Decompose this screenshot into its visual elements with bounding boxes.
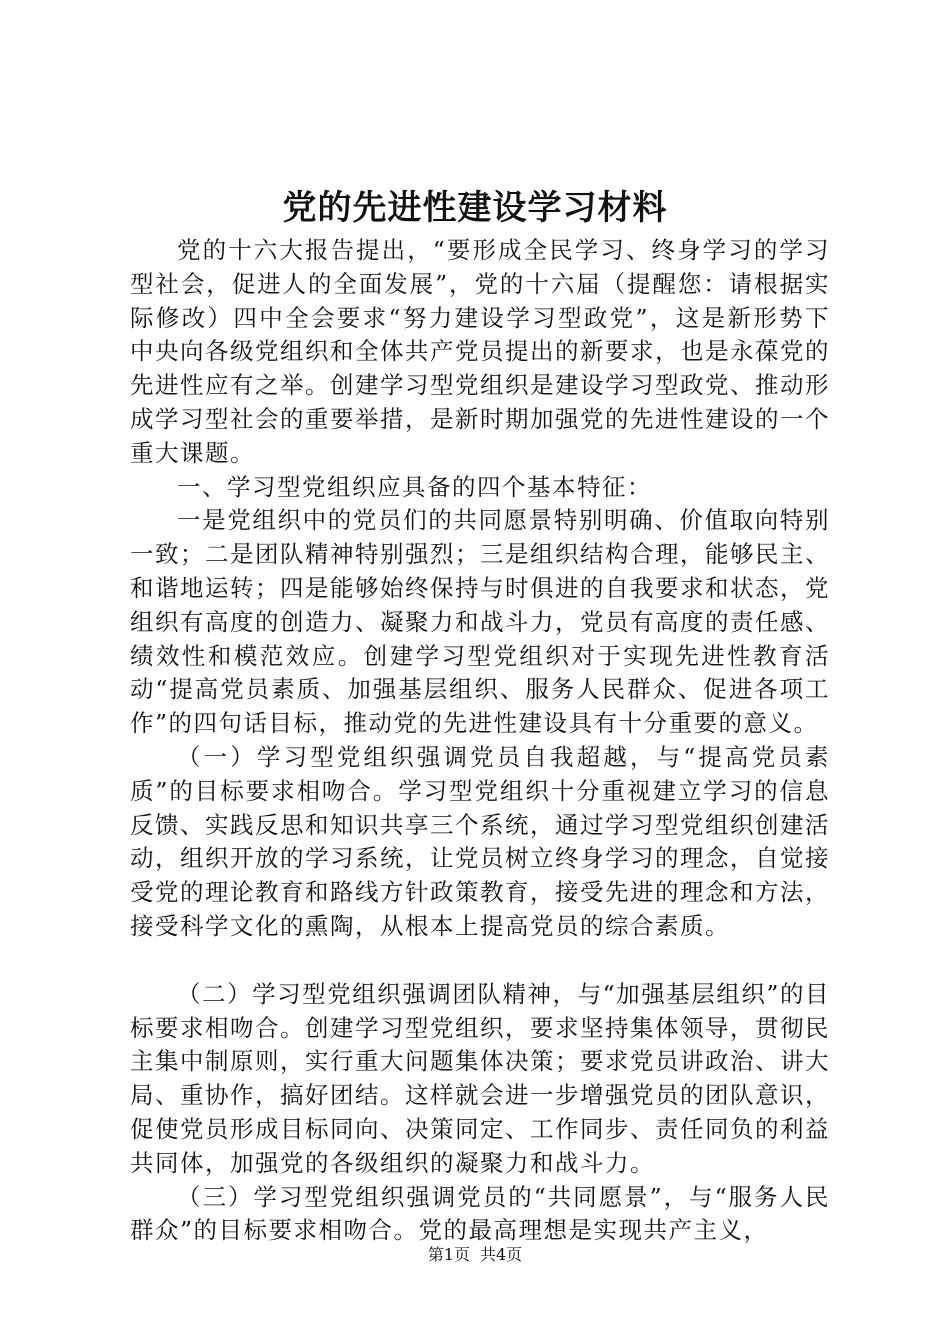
document-title: 党的先进性建设学习材料	[282, 188, 668, 228]
section-heading-one: 一、学习型党组织应具备的四个基本特征：	[177, 472, 652, 501]
paragraph-intro: 党的十六大报告提出，“要形成全民学习、终身学习的学习型社会，促进人的全面发展”，党的十六届（提醒您：请根据实际修改）四中全会要求“努力建设学习型政党”，这是新形势下中央向各级党组织和全体共产党员提出的新要求，也是永葆党的先进性应有之举。创建学习型党组织是建设学习型政党、推动形成学习型社会的重要举措，是新时期加强党的先进性建设的一个重大课题。	[130, 236, 830, 467]
paragraph-point-two: （二）学习型党组织强调团队精神，与“加强基层组织”的目标要求相吻合。创建学习型党组织，要求坚持集体领导，贯彻民主集中制原则，实行重大问题集体决策；要求党员讲政治、讲大局、重协作，搞好团结。这样就会进一步增强党员的团队意识，促使党员形成目标同向、决策同定、工作同步、责任同负的利益共同体，加强党的各级组织的凝聚力和战斗力。	[130, 979, 830, 1177]
document-body	[130, 234, 830, 1248]
paragraph-point-three: （三）学习型党组织强调党员的“共同愿景”，与“服务人民群众”的目标要求相吻合。党的最高理想是实现共产主义，	[130, 1182, 830, 1245]
page-footer	[0, 1243, 950, 1267]
page-number: 第1页	[427, 1245, 470, 1264]
page-total: 共4页	[480, 1245, 523, 1264]
paragraph-features: 一是党组织中的党员们的共同愿景特别明确、价值取向特别一致；二是团队精神特别强烈；三是组织结构合理，能够民主、和谐地运转；四是能够始终保持与时俱进的自我要求和状态，党组织有高度的创造力、凝聚力和战斗力，党员有高度的责任感、绩效性和模范效应。创建学习型党组织对于实现先进性教育活动“提高党员素质、加强基层组织、服务人民群众、促进各项工作”的四句话目标，推动党的先进性建设具有十分重要的意义。	[130, 506, 830, 738]
paragraph-point-one: （一）学习型党组织强调党员自我超越，与“提高党员素质”的目标要求相吻合。学习型党组织十分重视建立学习的信息反馈、实践反思和知识共享三个系统，通过学习型党组织创建活动，组织开放的学习系统，让党员树立终身学习的理念，自觉接受党的理论教育和路线方针政策教育，接受先进的理念和方法，接受科学文化的熏陶，从根本上提高党员的综合素质。	[130, 742, 830, 940]
